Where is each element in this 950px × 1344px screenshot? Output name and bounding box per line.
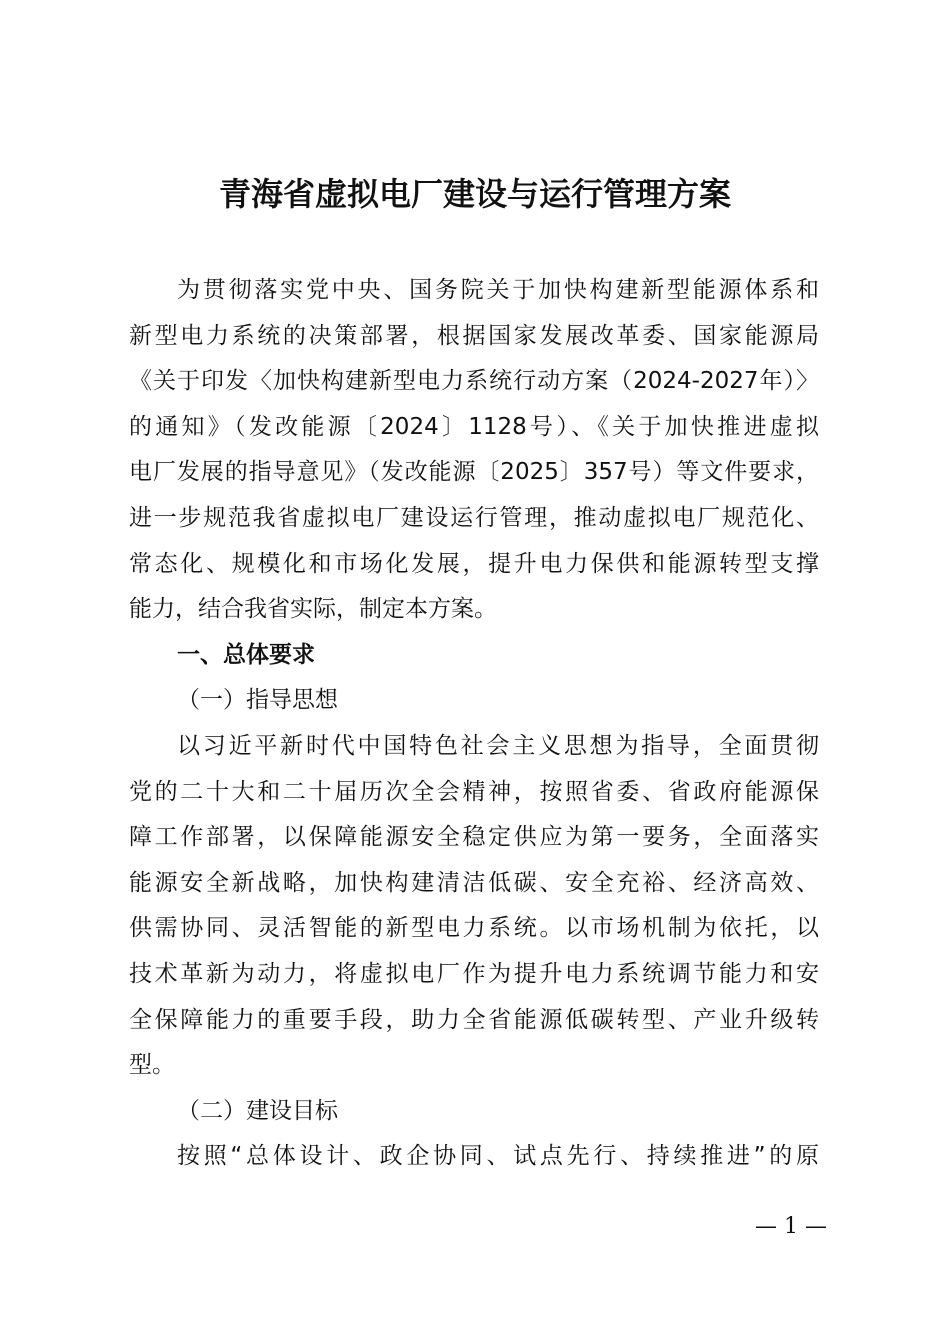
paragraph-line: 以习近平新时代中国特色社会主义思想为指导，全面贯彻 xyxy=(177,732,819,759)
paragraph-line: 按照“总体设计、政企协同、试点先行、持续推进”的原 xyxy=(177,1143,819,1170)
paragraph-line: 型。 xyxy=(129,1052,175,1079)
document-body xyxy=(129,268,819,1180)
paragraph-line: 供需协同、灵活智能的新型电力系统。以市场机制为依托，以 xyxy=(129,915,819,942)
paragraph-line: 常态化、规模化和市场化发展，提升电力保供和能源转型支撑 xyxy=(129,550,819,577)
paragraph-line: 的通知》（发改能源〔2024〕1128号）、《关于加快推进虚拟 xyxy=(129,413,819,440)
paragraph-line: 进一步规范我省虚拟电厂建设运行管理，推动虚拟电厂规范化、 xyxy=(129,504,819,531)
page-number: — 1 — xyxy=(755,1214,827,1239)
paragraph-line: 电厂发展的指导意见》（发改能源〔2025〕357号）等文件要求， xyxy=(129,459,819,486)
paragraph-line: 全保障能力的重要手段，助力全省能源低碳转型、产业升级转 xyxy=(129,1006,819,1033)
paragraph-line: 能力，结合我省实际，制定本方案。 xyxy=(129,596,497,623)
paragraph-line: 技术革新为动力，将虚拟电厂作为提升电力系统调节能力和安 xyxy=(129,960,819,987)
paragraph-line: 能源安全新战略，加快构建清洁低碳、安全充裕、经济高效、 xyxy=(129,869,819,896)
paragraph-line: 为贯彻落实党中央、国务院关于加快构建新型能源体系和 xyxy=(177,277,819,303)
subsection-heading: （一）指导思想 xyxy=(177,687,338,714)
subsection-heading: （二）建设目标 xyxy=(177,1097,338,1124)
paragraph-line: 党的二十大和二十届历次全会精神，按照省委、省政府能源保 xyxy=(129,778,819,805)
document-title: 青海省虚拟电厂建设与运行管理方案 xyxy=(218,175,731,213)
section-heading: 一、总体要求 xyxy=(177,641,315,668)
paragraph-line: 障工作部署，以保障能源安全稳定供应为第一要务，全面落实 xyxy=(129,824,819,851)
paragraph-line: 《关于印发〈加快构建新型电力系统行动方案（2024-2027年）〉 xyxy=(129,368,819,395)
paragraph-line: 新型电力系统的决策部署，根据国家发展改革委、国家能源局 xyxy=(129,322,819,349)
